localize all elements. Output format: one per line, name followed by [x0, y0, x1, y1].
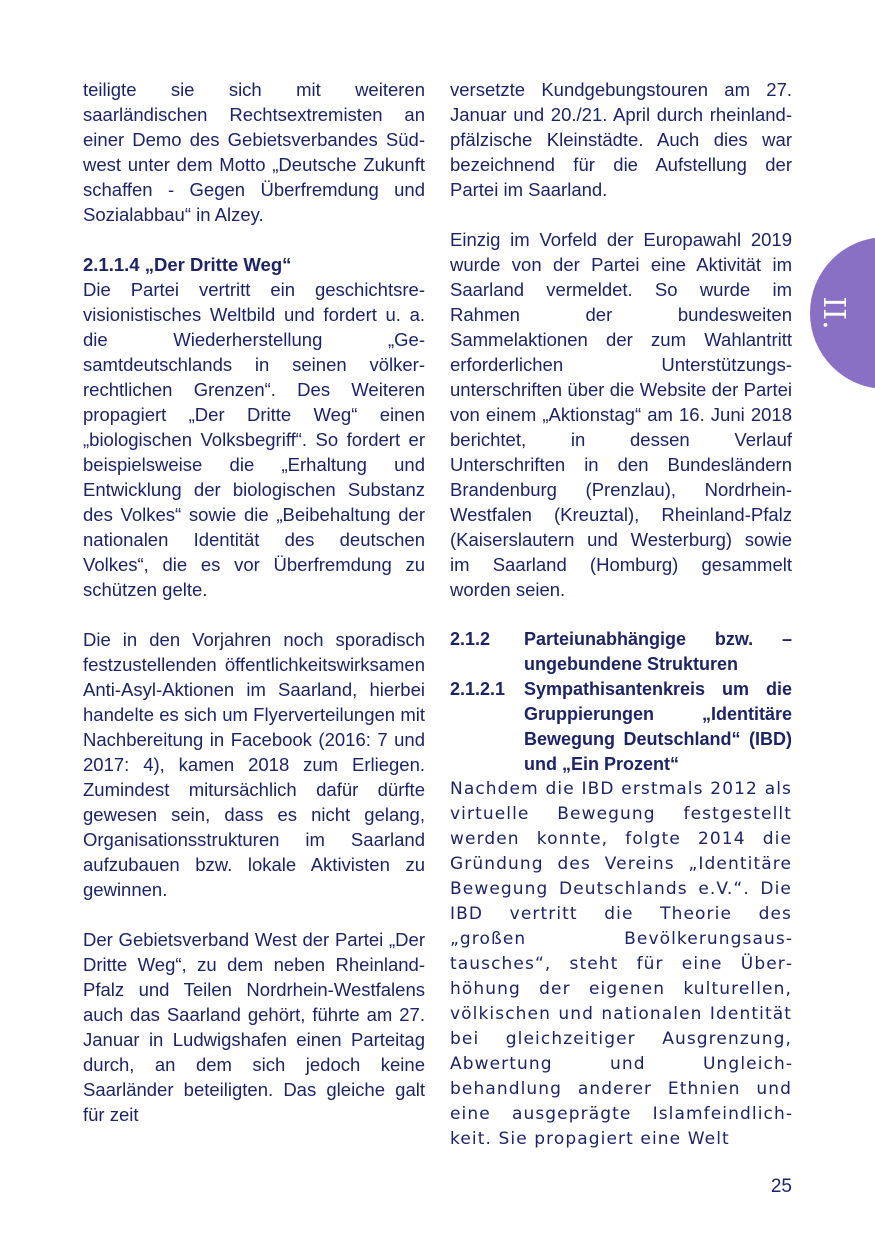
- section-number: 2.1.2.1: [450, 679, 506, 699]
- right-paragraph-2: Einzig im Vorfeld der Europawahl 2019 wurde von der Partei eine Aktivität im Saarland vermeldet. So wurde im Rahmen der bundesweiten Sammelaktionen der zum Wahlantritt erforderlichen Unterstützungsunterschriften über die Website der Partei von einem „Aktionstag“ am 16. Juni 2018 berichtet, in dessen Verlauf Unterschriften in den Bundesländern Brandenburg (Prenzlau), Nordrhein-Westfalen (Kreuztal), Rheinland-Pfalz (Kaiserslautern und Westerburg) sowie im Saarland (Homburg) gesammelt worden seien.: [450, 229, 792, 600]
- right-column: [450, 77, 792, 1152]
- section-heading-dritter-weg: 2.1.1.4 „Der Dritte Weg“: [83, 254, 292, 275]
- left-paragraph-4: Der Gebietsverband West der Partei „Der Dritte Weg“, zu dem neben Rheinland-Pfalz und Teilen Nordrhein-Westfalens auch das Saarland gehört, führte am 27. Januar in Ludwigshafen einen Parteitag durch, an dem sich jedoch keine Saarländer beteiligten. Das gleiche galt für zeit: [83, 929, 425, 1125]
- section-number: 2.1.2: [450, 629, 491, 649]
- section-heading-row: [450, 627, 792, 677]
- right-paragraph-3: Nachdem die IBD erstmals 2012 als virtuelle Bewegung festgestellt werden konnte, folgte 2014 die Gründung des Vereins „Identitäre Bewegung Deutschlands e.V.“. Die IBD vertritt die Theorie des „großen Bevölkerungsaustausches“, steht für eine Überhöhung der eigenen kulturellen, völkischen und nationalen Identität bei gleichzeitiger Ausgrenzung, Abwertung und Ungleichbehandlung anderer Ethnien und eine ausgeprägte Islamfeindlichkeit. Sie propagiert eine Welt: [450, 779, 792, 1149]
- right-paragraph-1: versetzte Kundgebungstouren am 27. Januar und 20./21. April durch rheinland-pfälzische Kleinstädte. Auch dies war bezeichnend für die Aufstellung der Partei im Saarland.: [450, 79, 792, 200]
- left-column: [83, 77, 425, 1127]
- left-paragraph-1: teiligte sie sich mit weiteren saarländischen Rechtsextremisten an einer Demo des Gebietsverbandes Südwest unter dem Motto „Deutsche Zukunft schaffen - Gegen Überfremdung und Sozialabbau“ in Alzey.: [83, 79, 425, 225]
- section-heading-row: [450, 677, 792, 777]
- page-number: 25: [770, 1176, 792, 1197]
- chapter-tab-label: II.: [816, 296, 851, 330]
- left-paragraph-2: Die Partei vertritt ein geschichtsrevisionistisches Weltbild und fordert u. a. die Wiederherstellung „Gesamtdeutschlands in seinen völkerrechtlichen Grenzen“. Des Weiteren propagiert „Der Dritte Weg“ einen „biologischen Volksbegriff“. So fordert er beispielsweise die „Erhaltung und Entwicklung der biologischen Substanz des Volkes“ sowie die „Beibehaltung der nationalen Identität des deutschen Volkes“, die es vor Überfremdung zu schützen gelte.: [83, 279, 425, 600]
- section-headings: [450, 627, 792, 777]
- left-paragraph-3: Die in den Vorjahren noch sporadisch festzustellenden öffentlichkeitswirksamen Anti-Asyl-Aktionen im Saarland, hierbei handelte es sich um Flyerverteilungen mit Nachbereitung in Facebook (2016: 7 und 2017: 4), kamen 2018 zum Erliegen. Zumindest mitursächlich dafür dürfte gewesen sein, dass es nicht gelang, Organisationsstrukturen im Saarland aufzubauen bzw. lokale Aktivisten zu gewinnen.: [83, 629, 425, 900]
- section-title: Sympathisantenkreis um die Gruppierungen „Identitäre Bewegung Deutschland“ (IBD) und „Ein Prozent“: [524, 679, 792, 774]
- section-title: Parteiunabhängige bzw. –ungebundene Strukturen: [524, 629, 792, 674]
